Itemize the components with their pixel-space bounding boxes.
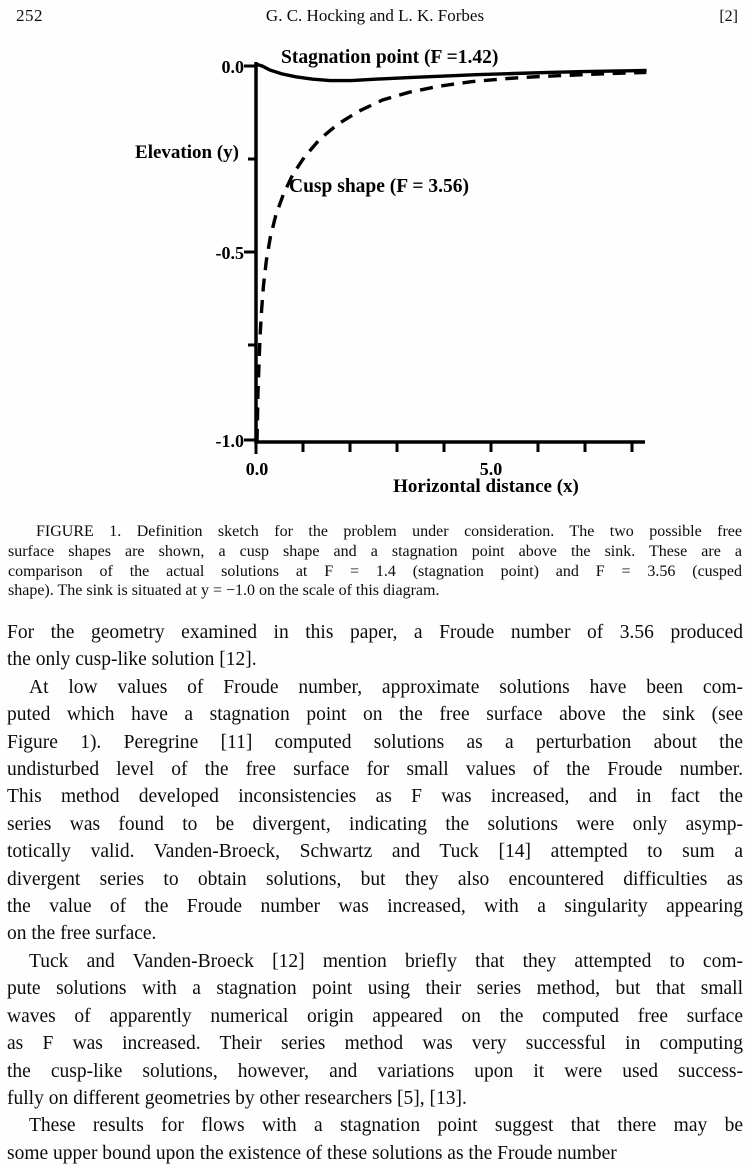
paragraph xyxy=(7,1112,743,1167)
text-line: comparison of the actual solutions at F = 1.4 (stagnation point) and F = 3.56 (cusped xyxy=(8,562,742,580)
curves-group xyxy=(256,64,647,442)
text-line: shape). The sink is situated at y = −1.0 on the scale of this diagram. xyxy=(8,582,440,600)
text-line: series was found to be divergent, indicating the solutions were only asymp- xyxy=(7,813,743,835)
figure-caption xyxy=(8,522,742,601)
running-title: G. C. Hocking and L. K. Forbes xyxy=(265,6,485,25)
text-line: pute solutions with a stagnation point using their series method, but that small xyxy=(7,978,743,1000)
text-line: totically valid. Vanden-Broeck, Schwartz and Tuck [14] attempted to sum a xyxy=(7,841,743,863)
page-number: 252 xyxy=(16,6,43,25)
text-line: Figure 1). Peregrine [11] computed solutions as a perturbation about the xyxy=(7,731,743,753)
text-line: FIGURE 1. Definition sketch for the problem under consideration. The two possible free xyxy=(36,523,742,540)
figure-plot xyxy=(0,0,750,510)
text-line: the only cusp-like solution [12]. xyxy=(7,649,257,671)
text-line: as F was increased. Their series method was very successful in computing xyxy=(7,1033,743,1055)
text-line: the value of the Froude number was increased, with a singularity appearing xyxy=(7,896,743,918)
text-line: divergent series to obtain solutions, but they also encountered difficulties as xyxy=(7,868,743,890)
text-line: waves of apparently numerical origin appeared on the computed free surface xyxy=(7,1005,743,1027)
y-tick-label-0: 0.0 xyxy=(221,57,244,77)
text-line: undisturbed level of the free surface for small values of the Froude number. xyxy=(7,759,743,781)
text-line: For the geometry examined in this paper, a Froude number of 3.56 produced xyxy=(7,622,743,643)
paragraph xyxy=(7,619,743,674)
text-line: At low values of Froude number, approximate solutions have been com- xyxy=(29,676,743,698)
text-line: surface shapes are shown, a cusp shape and a stagnation point above the sink. These are a xyxy=(8,542,742,560)
y-axis-major-ticks xyxy=(244,66,256,440)
y-axis-label: Elevation (y) xyxy=(135,142,239,163)
issue-reference: [2] xyxy=(719,8,738,25)
text-line: Tuck and Vanden-Broeck [12] mention briefly that they attempted to com- xyxy=(29,950,743,972)
x-axis-label: Horizontal distance (x) xyxy=(393,476,579,497)
body-text xyxy=(7,619,743,1167)
axes-lines xyxy=(256,62,645,442)
y-tick-label-1: -0.5 xyxy=(215,243,244,263)
paragraph xyxy=(7,948,743,1112)
text-line: These results for flows with a stagnation point suggest that there may be xyxy=(29,1115,743,1137)
solid-curve-label: Stagnation point (F =1.42) xyxy=(281,47,499,68)
x-tick-label-1: 5.0 xyxy=(479,459,503,479)
x-axis-ticks xyxy=(256,442,632,454)
text-line: some upper bound upon the existence of these solutions as the Froude number xyxy=(7,1142,617,1164)
text-line: on the free surface. xyxy=(7,923,157,945)
text-line: puted which have a stagnation point on the free surface above the sink (see xyxy=(7,704,743,726)
paragraph xyxy=(7,674,743,948)
x-tick-label-0: 0.0 xyxy=(245,459,269,479)
y-tick-label-2: -1.0 xyxy=(215,431,244,451)
text-line: fully on different geometries by other researchers [5], [13]. xyxy=(7,1087,467,1109)
text-line: This method developed inconsistencies as F was increased, and in fact the xyxy=(7,786,743,808)
cusp-shape-curve xyxy=(257,72,646,442)
text-line: the cusp-like solutions, however, and variations upon it were used success- xyxy=(7,1060,743,1082)
dashed-curve-label: Cusp shape (F = 3.56) xyxy=(289,176,469,197)
